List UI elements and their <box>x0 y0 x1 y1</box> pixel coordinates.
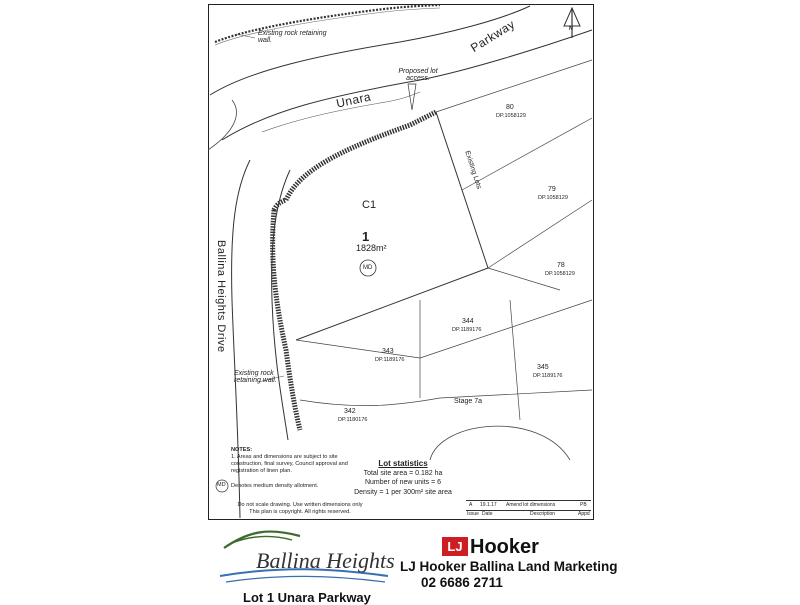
revision-issue: A <box>469 502 473 508</box>
drawing-footer-note <box>215 502 385 516</box>
lot-342-number: 342 <box>344 408 356 415</box>
revision-table <box>466 500 591 519</box>
lot-statistics-title: Lot statistics <box>378 459 428 468</box>
revision-header-description: Description <box>530 511 556 517</box>
lot-80-number: 80 <box>506 104 514 111</box>
notes-title: NOTES: <box>231 447 253 453</box>
listing-caption: Lot 1 Unara Parkway <box>243 590 371 605</box>
lot-342-dp: DP.1180176 <box>338 417 368 423</box>
north-arrow <box>564 8 580 38</box>
north-symbol-label: N <box>569 26 573 32</box>
lot-343-number: 343 <box>382 348 394 355</box>
lot-retaining-wall-band <box>286 112 436 200</box>
lot-79-number: 79 <box>548 186 556 193</box>
annotation-proposed-lot-access: Proposed lot access. <box>398 68 438 82</box>
footer-note-line-1: Do not scale drawing. Use written dimensions only <box>237 502 363 508</box>
lot-79-dp: DP.1058129 <box>538 195 568 201</box>
roundabout-arc <box>208 100 236 150</box>
lj-hooker-logo-box: LJ <box>442 537 468 556</box>
lot-statistics-density: Density = 1 per 300m² site area <box>354 488 452 496</box>
lot-80-dp: DP.1058129 <box>496 113 526 119</box>
road-label-ballina-heights-drive: Ballina Heights Drive <box>215 240 227 353</box>
footer-note-line-2: This plan is copyright. All rights reserved. <box>249 508 351 515</box>
cul-de-sac <box>430 426 570 460</box>
annotation-rock-wall-bottom: Existing rock retaining wall. <box>234 370 277 384</box>
revision-appd: PB <box>580 502 587 508</box>
ballina-heights-wordmark: Ballina Heights <box>256 548 395 573</box>
revision-header-row <box>466 510 591 520</box>
revision-header-issue: Issue <box>467 511 479 517</box>
lot-zone-label: C1 <box>362 199 377 211</box>
lot-statistics-total-area: Total site area = 0.182 ha <box>363 470 443 478</box>
notes-md-text: Denotes medium density allotment. <box>231 483 319 489</box>
revision-header-appd: Appd <box>578 511 590 517</box>
lot-78-number: 78 <box>557 262 565 269</box>
lot-344-number: 344 <box>462 318 474 325</box>
road-label-parkway: Parkway <box>468 16 518 56</box>
lot-343-dp: DP.1189176 <box>375 357 405 363</box>
lot-number: 1 <box>362 229 370 244</box>
revision-description: Amend lot dimensions <box>506 502 556 508</box>
revision-date: 19.1.17 <box>480 502 497 508</box>
annotation-existing-lots: Existing Lots <box>463 150 483 190</box>
agency-phone: 02 6686 2711 <box>421 575 503 590</box>
lot-md-badge: MD <box>363 265 373 271</box>
notes-md-badge: MD <box>217 482 226 488</box>
lot-statistics <box>343 459 463 497</box>
annotation-rock-wall-top: Existing rock retaining wall. <box>258 30 327 44</box>
proposed-access-arrow <box>408 84 416 110</box>
annotation-stage: Stage 7a <box>454 398 483 405</box>
revision-header-date: Date <box>482 511 493 517</box>
lot-345-dp: DP.1189176 <box>533 373 563 379</box>
agency-name: LJ Hooker Ballina Land Marketing <box>400 559 618 574</box>
notes-block <box>231 447 349 475</box>
lot-344-dp: DP.1189176 <box>452 327 482 333</box>
lot-statistics-units: Number of new units = 6 <box>364 479 442 487</box>
lj-hooker-logo-word: Hooker <box>470 536 539 558</box>
notes-line-1: 1. Areas and dimensions are subject to site construction, final survey, Council approval and registration of linen plan. <box>231 453 348 474</box>
lot-78-dp: DP.1058129 <box>545 271 575 277</box>
lot-345-number: 345 <box>537 364 549 371</box>
lot-area: 1828m² <box>356 243 387 253</box>
road-label-unara: Unara <box>334 89 373 111</box>
